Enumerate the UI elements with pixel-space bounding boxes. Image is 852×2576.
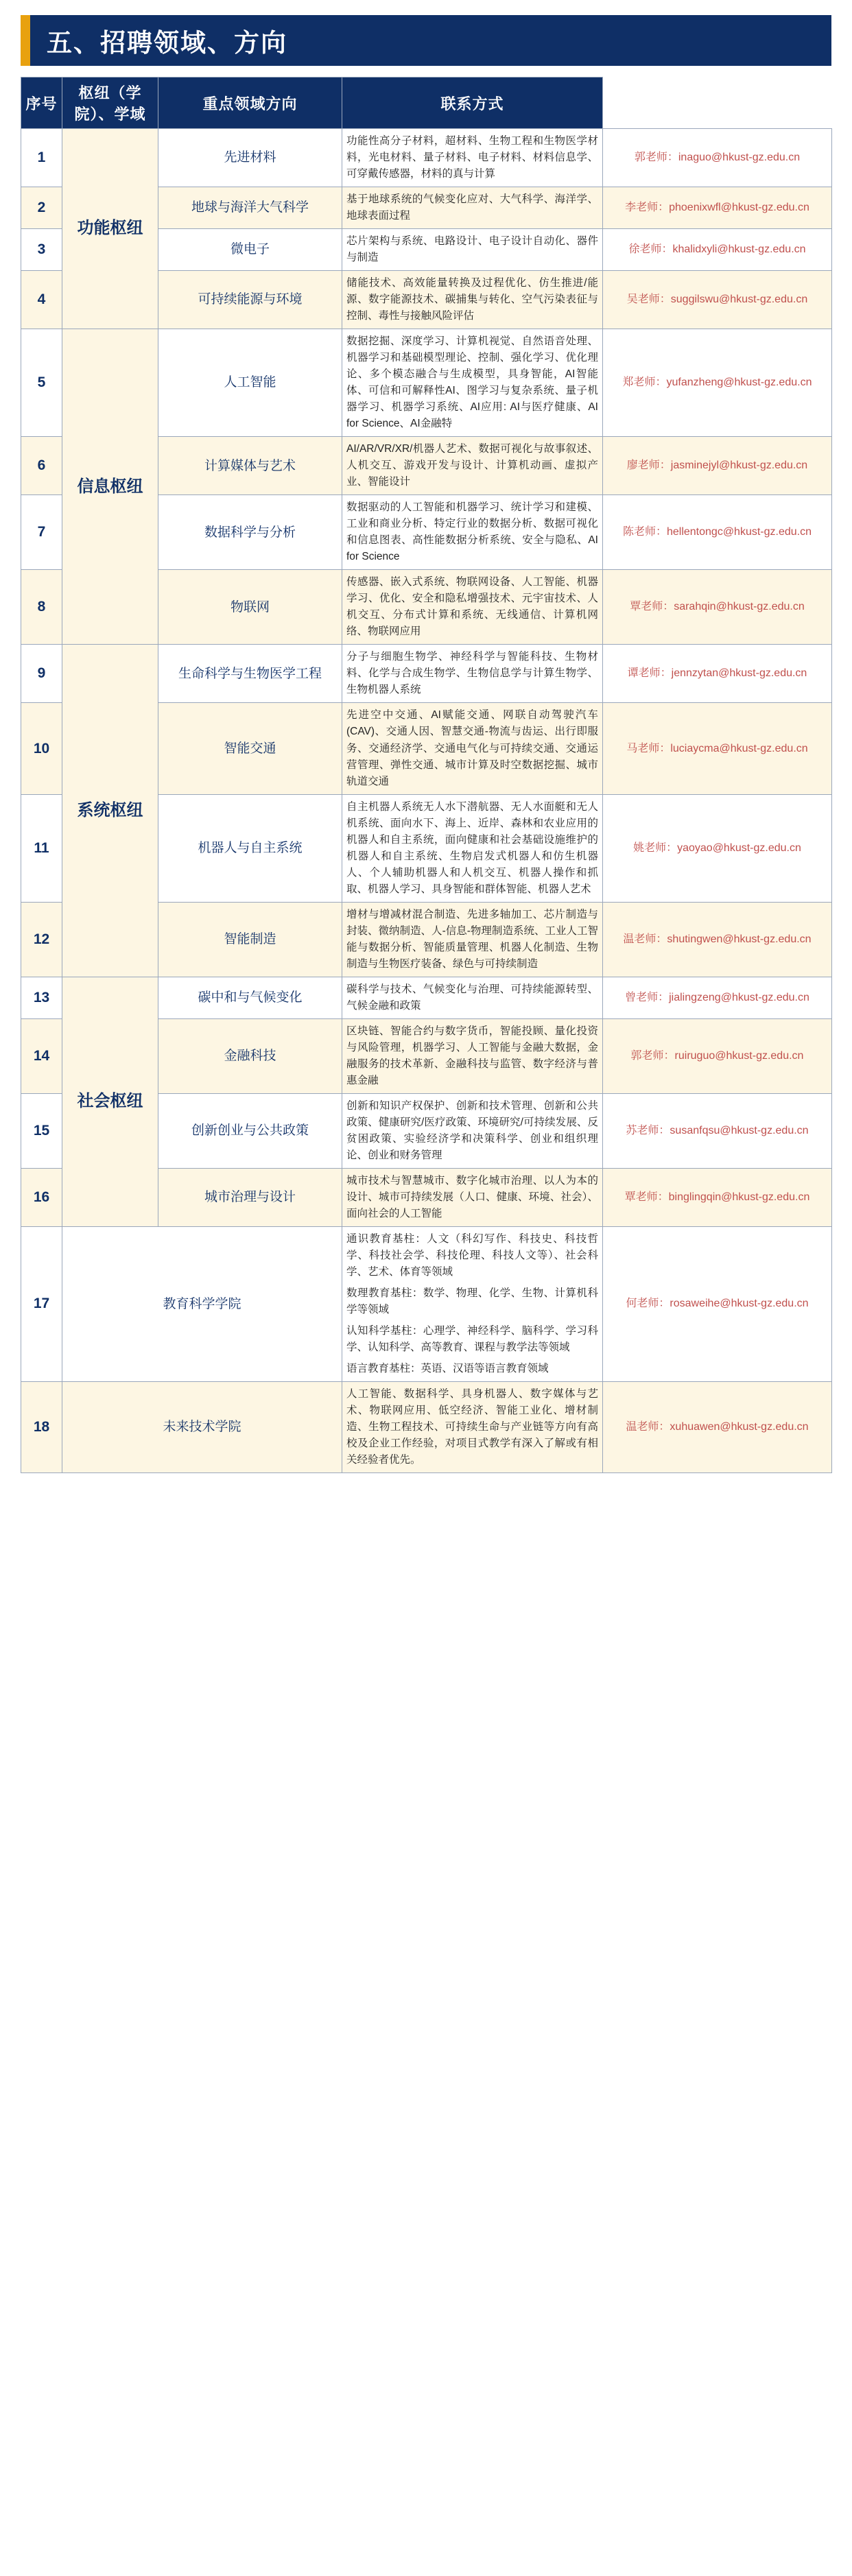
field-directions	[342, 1168, 603, 1226]
field-paragraph: 通识教育基柱：人文（科幻写作、科技史、科技哲学、科技社会学、科技伦理、科技人文等）、社会科学、艺术、体育等领域	[346, 1232, 598, 1278]
field-directions	[342, 329, 603, 437]
field-paragraph: AI/AR/VR/XR/机器人艺术、数据可视化与故事叙述、人机交互、游戏开发与设计、计算机动画、虚拟产业、智能设计	[346, 443, 598, 488]
contact-info[interactable]: 姚老师：yaoyao@hkust-gz.edu.cn	[603, 794, 832, 902]
header-hub: 枢纽（学院）、学域	[62, 77, 158, 129]
contact-info[interactable]: 曾老师：jialingzeng@hkust-gz.edu.cn	[603, 977, 832, 1018]
discipline-name: 创新创业与公共政策	[158, 1093, 342, 1168]
discipline-name: 物联网	[158, 570, 342, 645]
contact-info[interactable]: 郭老师：inaguo@hkust-gz.edu.cn	[603, 129, 832, 187]
title-box	[30, 15, 831, 66]
contact-info[interactable]: 郑老师：yufanzheng@hkust-gz.edu.cn	[603, 329, 832, 437]
header-contact: 联系方式	[342, 77, 603, 129]
contact-info[interactable]: 覃老师：binglingqin@hkust-gz.edu.cn	[603, 1168, 832, 1226]
row-number: 6	[21, 437, 62, 495]
hub-name: 功能枢纽	[62, 129, 158, 329]
contact-info[interactable]: 温老师：shutingwen@hkust-gz.edu.cn	[603, 902, 832, 977]
field-directions	[342, 129, 603, 187]
contact-info[interactable]: 徐老师：khalidxyli@hkust-gz.edu.cn	[603, 229, 832, 271]
field-paragraph: 增材与增减材混合制造、先进多轴加工、芯片制造与封装、微纳制造、人-信息-物理制造系统、工业人工智能与数据分析、智能质量管理、机器人化制造、生物制造与生物医疗装备、绿色与可持续制造	[346, 908, 598, 970]
contact-info[interactable]: 马老师：luciaycma@hkust-gz.edu.cn	[603, 703, 832, 794]
table-row	[21, 977, 832, 1018]
field-directions	[342, 229, 603, 271]
field-directions	[342, 437, 603, 495]
discipline-name: 教育科学学院	[62, 1226, 342, 1381]
hub-name: 信息枢纽	[62, 329, 158, 645]
contact-info[interactable]: 郭老师：ruiruguo@hkust-gz.edu.cn	[603, 1018, 832, 1093]
table-row	[21, 129, 832, 187]
contact-info[interactable]: 覃老师：sarahqin@hkust-gz.edu.cn	[603, 570, 832, 645]
field-directions	[342, 794, 603, 902]
discipline-name: 机器人与自主系统	[158, 794, 342, 902]
row-number: 11	[21, 794, 62, 902]
page-title: 五、招聘领域、方向	[47, 29, 287, 57]
field-paragraph: 语言教育基柱：英语、汉语等语言教育领域	[346, 1363, 549, 1375]
field-paragraph: 基于地球系统的气候变化应对、大气科学、海洋学、地球表面过程	[346, 193, 598, 222]
field-paragraph: 创新和知识产权保护、创新和技术管理、创新和公共政策、健康研究/医疗政策、环境研究/可持续发展、反贫困政策、实验经济学和决策科学、创业和组织理论、创业和财务管理	[346, 1099, 598, 1161]
row-number: 9	[21, 645, 62, 703]
contact-info[interactable]: 谭老师：jennzytan@hkust-gz.edu.cn	[603, 645, 832, 703]
field-paragraph: 数理教育基柱：数学、物理、化学、生物、计算机科学等领域	[346, 1287, 598, 1315]
discipline-name: 城市治理与设计	[158, 1168, 342, 1226]
contact-info[interactable]: 李老师：phoenixwfl@hkust-gz.edu.cn	[603, 187, 832, 229]
table-body	[21, 129, 832, 1473]
row-number: 3	[21, 229, 62, 271]
field-paragraph: 碳科学与技术、气候变化与治理、可持续能源转型、气候金融和政策	[346, 983, 598, 1012]
field-paragraph: 自主机器人系统无人水下潜航器、无人水面艇和无人机系统、面向水下、海上、近岸、森林和农业应用的机器人和自主系统，面向健康和社会基础设施维护的机器人和自主系统、生物启发式机器人和仿生机器人、个人辅助机器人和人机交互、机器人操作和抓取、机器人学习、具身智能和群体智能、机器人艺术	[346, 800, 598, 895]
field-paragraph: 储能技术、高效能量转换及过程优化、仿生推进/能源、数字能源技术、碳捕集与转化、空气污染表征与控制、毒性与接触风险评估	[346, 277, 598, 322]
discipline-name: 未来技术学院	[62, 1382, 342, 1473]
field-paragraph: 数据驱动的人工智能和机器学习、统计学习和建模、工业和商业分析、特定行业的数据分析、数据可视化和信息图表、高性能数据分析系统、安全与隐私、AI for Science	[346, 501, 598, 563]
contact-info[interactable]: 吴老师：suggilswu@hkust-gz.edu.cn	[603, 271, 832, 329]
row-number: 15	[21, 1093, 62, 1168]
field-directions	[342, 570, 603, 645]
table-header-row	[21, 77, 832, 129]
contact-info[interactable]: 何老师：rosaweihe@hkust-gz.edu.cn	[603, 1226, 832, 1381]
row-number: 13	[21, 977, 62, 1018]
discipline-name: 先进材料	[158, 129, 342, 187]
row-number: 4	[21, 271, 62, 329]
field-paragraph: 功能性高分子材料，超材料、生物工程和生物医学材料，光电材料、量子材料、电子材料、材料信息学、可穿戴传感器，材料的真与计算	[346, 135, 598, 180]
hub-name: 系统枢纽	[62, 645, 158, 977]
section-title-bar	[21, 15, 831, 66]
field-directions	[342, 703, 603, 794]
contact-info[interactable]: 苏老师：susanfqsu@hkust-gz.edu.cn	[603, 1093, 832, 1168]
discipline-name: 数据科学与分析	[158, 495, 342, 570]
title-accent-bar	[21, 15, 30, 66]
discipline-name: 智能交通	[158, 703, 342, 794]
row-number: 1	[21, 129, 62, 187]
row-number: 17	[21, 1226, 62, 1381]
header-no: 序号	[21, 77, 62, 129]
row-number: 5	[21, 329, 62, 437]
contact-info[interactable]: 陈老师：hellentongc@hkust-gz.edu.cn	[603, 495, 832, 570]
field-paragraph: 人工智能、数据科学、具身机器人、数字媒体与艺术、物联网应用、低空经济、智能工业化、增材制造、生物工程技术、可持续生命与产业链等方向有高校及企业工作经验，对项目式教学有深入了解或有相关经验者优先。	[346, 1388, 598, 1466]
field-directions	[342, 977, 603, 1018]
table-row	[21, 1226, 832, 1381]
field-paragraph: 数据挖掘、深度学习、计算机视觉、自然语音处理、机器学习和基础模型理论、控制、强化学习、优化理论、多个模态融合与生成模型，具身智能，AI智能体、可信和可解释性AI、图学习与复杂系统、量子机器学习、机器学习系统、AI应用: AI与医疗健康、AI for Science、AI金融特	[346, 335, 598, 430]
field-paragraph: 分子与细胞生物学、神经科学与智能科技、生物材料、化学与合成生物学、生物信息学与计算生物学、生物机器人系统	[346, 651, 598, 696]
row-number: 16	[21, 1168, 62, 1226]
row-number: 10	[21, 703, 62, 794]
row-number: 14	[21, 1018, 62, 1093]
field-directions	[342, 495, 603, 570]
table-row	[21, 329, 832, 437]
discipline-name: 微电子	[158, 229, 342, 271]
discipline-name: 计算媒体与艺术	[158, 437, 342, 495]
row-number: 7	[21, 495, 62, 570]
row-number: 2	[21, 187, 62, 229]
table-row	[21, 645, 832, 703]
row-number: 8	[21, 570, 62, 645]
field-paragraph: 认知科学基柱：心理学、神经科学、脑科学、学习科学、认知科学、高等教育、课程与教学法等领域	[346, 1324, 598, 1353]
field-directions	[342, 271, 603, 329]
field-directions	[342, 1018, 603, 1093]
contact-info[interactable]: 廖老师：jasminejyl@hkust-gz.edu.cn	[603, 437, 832, 495]
field-paragraph: 芯片架构与系统、电路设计、电子设计自动化、器件与制造	[346, 235, 598, 264]
row-number: 12	[21, 902, 62, 977]
field-paragraph: 传感器、嵌入式系统、物联网设备、人工智能、机器学习、优化、安全和隐私增强技术、元宇宙技术、人机交互、分布式计算和系统、无线通信、计算机网络、物联网应用	[346, 576, 598, 638]
row-number: 18	[21, 1382, 62, 1473]
discipline-name: 人工智能	[158, 329, 342, 437]
discipline-name: 碳中和与气候变化	[158, 977, 342, 1018]
hub-name: 社会枢纽	[62, 977, 158, 1226]
discipline-name: 智能制造	[158, 902, 342, 977]
header-field: 重点领域方向	[158, 77, 342, 129]
field-paragraph: 区块链、智能合约与数字货币，智能投顾、量化投资与风险管理，机器学习、人工智能与金融大数据，金融服务的技术革新、金融科技与监管、数字经济与普惠金融	[346, 1025, 598, 1086]
discipline-name: 金融科技	[158, 1018, 342, 1093]
table-row	[21, 1382, 832, 1473]
field-directions	[342, 645, 603, 703]
field-paragraph: 城市技术与智慧城市、数字化城市治理、以人为本的设计、城市可持续发展（人口、健康、环境、社会）、面向社会的人工智能	[346, 1174, 598, 1219]
field-paragraph: 先进空中交通、AI赋能交通、网联自动驾驶汽车(CAV)、交通人因、智慧交通-物流与齿运、出行即服务、交通经济学、交通电气化与可持续交通、交通运营管理、弹性交通、城市计算及时空数据挖掘、城市轨道交通	[346, 709, 598, 787]
field-directions	[342, 1226, 603, 1381]
field-directions	[342, 1382, 603, 1473]
field-directions	[342, 1093, 603, 1168]
contact-info[interactable]: 温老师：xuhuawen@hkust-gz.edu.cn	[603, 1382, 832, 1473]
field-directions	[342, 902, 603, 977]
recruitment-table	[21, 77, 832, 1473]
field-directions	[342, 187, 603, 229]
discipline-name: 可持续能源与环境	[158, 271, 342, 329]
discipline-name: 生命科学与生物医学工程	[158, 645, 342, 703]
discipline-name: 地球与海洋大气科学	[158, 187, 342, 229]
